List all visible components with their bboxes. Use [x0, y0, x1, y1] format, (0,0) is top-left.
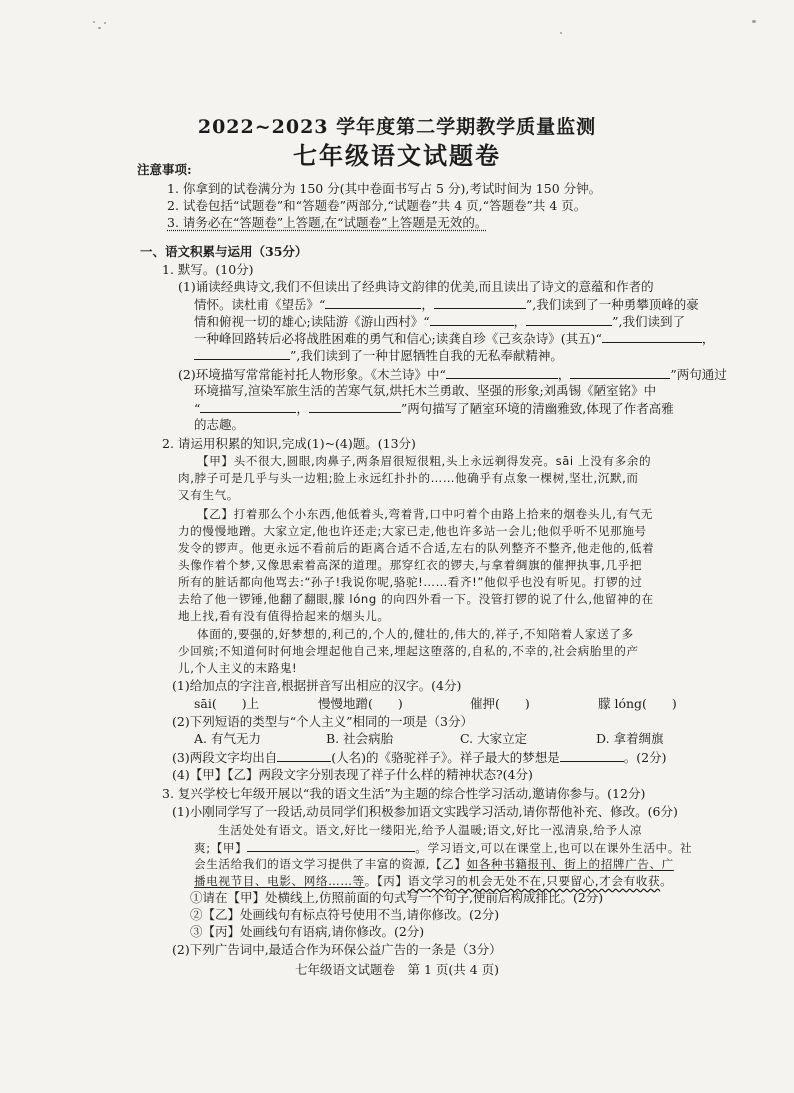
question-line: “ ， ”两句描写了陋室环境的清幽雅致,体现了作者高雅: [194, 401, 674, 416]
question-text: ”,我们读到了一种甘愿牺牲自我的无私奉献精神。: [290, 348, 563, 363]
subquestion: (2)下列短语的类型与“个人主义”相同的一项是（3分）: [172, 714, 473, 729]
notice-item: 3. 请务必在“答题卷”上答题,在“试题卷”上答题是无效的。: [167, 215, 488, 230]
question-text: (3)两段文字均出自: [172, 750, 278, 765]
question-text: 情和俯视一切的雄心;读陆游《游山西村》“: [194, 314, 430, 329]
answer-blank[interactable]: [526, 313, 612, 326]
option-d[interactable]: D. 拿着绸旗: [596, 731, 664, 746]
question-line: [194, 347, 563, 364]
underlined-sentence: 播电视节目、电影、网络……等: [194, 874, 365, 888]
question-text: (1)诵读经典诗文,我们不但读出了经典诗文韵律的优美,而且读出了诗文的意蕴和作者的: [178, 279, 654, 294]
question-text: 环境描写,渲染军旅生活的苦寒气氛,烘托木兰勇敢、坚强的形象;刘禹锡《陋室铭》中: [194, 383, 657, 398]
passage-yi-line: 去给了他一锣锤,他翻了翻眼,朦 lóng 的向四外看一下。没管打锣的说了什么,他留神的在: [178, 592, 654, 606]
question-text: 。(2分): [623, 750, 667, 765]
task-item: ②【乙】处画线句有标点符号使用不当,请你修改。(2分): [190, 907, 500, 922]
passage-yi-line: 儿,个人主义的末路鬼!: [178, 661, 298, 675]
subquestion: (1)小刚同学写了一段话,动员同学们积极参加语文实践学习活动,请你帮他补充、修改。(6分): [172, 804, 678, 819]
question-line: 情怀。读杜甫《望岳》“ ， ”,我们读到了一种勇攀顶峰的豪: [194, 297, 699, 312]
pinyin-item[interactable]: 慢慢地蹭( ): [318, 696, 403, 711]
answer-blank[interactable]: [200, 400, 296, 413]
pinyin-item[interactable]: sāi( )上: [194, 696, 260, 711]
option-c[interactable]: C. 大家立定: [460, 731, 528, 746]
answer-blank[interactable]: [434, 296, 526, 309]
subquestion: (4)【甲】【乙】两段文字分别表现了祥子什么样的精神状态?(4分): [172, 767, 533, 782]
option-a[interactable]: A. 有气无力: [194, 731, 261, 746]
notice-title: 注意事项:: [137, 162, 192, 177]
passage-yi-line: 发令的锣声。他更永远不看前后的距离合适不合适,左右的队列整齐不整齐,他走他的,低着: [178, 541, 655, 555]
passage-text: 。: [660, 874, 673, 888]
notice-item: 2. 试卷包括“试题卷”和“答题卷”两部分,“试题卷”共 4 页,“答题卷”共 4 页。: [167, 198, 587, 213]
answer-blank[interactable]: [194, 347, 290, 360]
option-b[interactable]: B. 社会病胎: [326, 731, 394, 746]
question-text: ”两句通过: [670, 367, 727, 382]
answer-blank[interactable]: [560, 749, 624, 762]
task-item: ③【丙】处画线句有语病,请你修改。(2分): [190, 924, 425, 939]
passage-yi-line: 体面的,要强的,好梦想的,利己的,个人的,健壮的,伟大的,祥子,不知陪着人家送了多: [197, 627, 634, 641]
wavy-sentence: 语文学习的机会无处不在,只要留心,才会有收获: [407, 874, 661, 888]
question-text: ”两句描写了陋室环境的清幽雅致,体现了作者高雅: [400, 401, 674, 416]
subquestion: (2)下列广告词中,最适合作为环保公益广告的一条是（3分）: [172, 942, 502, 957]
question-line: (2)环境描写常常能衬托人物形象。《木兰诗》中“ ， ”两句通过: [178, 367, 727, 382]
pinyin-item[interactable]: 朦 lóng( ): [598, 696, 677, 711]
answer-blank[interactable]: [309, 400, 401, 413]
exam-header-title: 七年级语文试题卷: [293, 141, 501, 170]
scan-speck: [752, 20, 756, 23]
notice-item: 1. 你拿到的试卷满分为 150 分(其中卷面书写占 5 分),考试时间为 150 分钟。: [167, 181, 602, 196]
exam-header-year: 2022~2023 学年度第二学期教学质量监测: [197, 116, 597, 138]
passage-yi-line: 头像作着个梦,又像思索着高深的道理。那穿红衣的锣夫,与拿着绸旗的催押执事,几乎把: [178, 558, 643, 572]
underlined-sentence: 如各种书籍报刊、街上的招牌广告、广: [466, 857, 674, 871]
answer-blank[interactable]: [446, 366, 558, 379]
passage-text: 会生活给我们的语文学习提供了丰富的资源,【乙】: [194, 857, 467, 871]
answer-blank[interactable]: [247, 839, 415, 852]
scan-speck: [93, 21, 95, 23]
passage-yi-line: 所有的脏话都向他骂去:“孙子!我说你呢,骆驼!……看齐!”他似乎也没有听见。打锣的过: [178, 575, 643, 589]
passage-line: [194, 839, 692, 856]
section-title: 一、语文积累与运用（35分）: [140, 244, 308, 259]
passage-jia-line: 肉,脖子可是几乎与头一边粗;脸上永远红扑扑的……他确乎有点象一棵树,坚壮,沉默,而: [178, 471, 639, 485]
task-item: ①请在【甲】处横线上,仿照前面的句式写一个句子,使前后构成排比。(2分): [190, 890, 604, 905]
passage-line: [194, 873, 672, 889]
answer-blank[interactable]: [430, 313, 514, 326]
answer-blank[interactable]: [602, 330, 702, 343]
passage-text: 。【丙】: [364, 874, 408, 888]
question-text: (人名)的《骆驼祥子》。祥子最大的梦想是: [331, 750, 560, 765]
question-line: [172, 749, 666, 766]
page-footer: 七年级语文试题卷 第 1 页(共 4 页): [294, 962, 500, 977]
passage-yi-line: 力的慢慢地蹭。大家立定,他也许还走;大家已走,他也许多站一会儿;他似乎听不见那施号: [178, 524, 647, 538]
passage-yi-line: 【乙】打着那么个小东西,他低着头,弯着背,口中叼着个由路上拾来的烟卷头儿,有气无: [197, 507, 654, 521]
question-text: 的志趣。: [194, 417, 245, 432]
question-line: 情和俯视一切的雄心;读陆游《游山西村》“ ， ”,我们读到了: [194, 314, 685, 329]
question-text: ”,我们读到了一种勇攀顶峰的豪: [525, 297, 699, 312]
scan-speck: [104, 22, 106, 24]
question-text: ”,我们读到了: [612, 314, 685, 329]
passage-text: 爽;【甲】: [194, 841, 248, 855]
question-text: 情怀。读杜甫《望岳》“: [194, 297, 326, 312]
answer-blank[interactable]: [277, 749, 331, 762]
scan-speck: [560, 32, 562, 34]
question-title: 2. 请运用积累的知识,完成(1)~(4)题。(13分): [162, 436, 416, 451]
passage-jia-line: 【甲】头不很大,圆眼,肉鼻子,两条眉很短很粗,头上永远剃得发亮。sāi 上没有多余的: [197, 454, 652, 468]
question-text: 一种峰回路转后必将战胜困难的勇气和信心;读龚自珍《己亥杂诗》(其五)“: [194, 331, 602, 346]
passage-line: [194, 856, 674, 872]
answer-blank[interactable]: [325, 296, 421, 309]
subquestion: (1)给加点的字注音,根据拼音写出相应的汉字。(4分): [172, 678, 462, 693]
scan-speck: [98, 27, 101, 29]
question-title: 3. 复兴学校七年级开展以“我的语文生活”为主题的综合性学习活动,邀请你参与。(12分): [162, 786, 646, 801]
passage-yi-line: 地上找,看有没有值得拾起来的烟头儿。: [178, 609, 390, 623]
answer-blank[interactable]: [570, 366, 670, 379]
passage-yi-line: 少回殡;不知道何时何地会埋起他自己来,埋起这堕落的,自私的,不幸的,社会病胎里的产: [178, 644, 639, 658]
passage-line: 生活处处有语文。语文,好比一缕阳光,给予人温暖;语文,好比一泓清泉,给予人凉: [218, 823, 643, 837]
question-title: 1. 默写。(10分): [162, 262, 254, 277]
question-line: 一种峰回路转后必将战胜困难的勇气和信心;读龚自珍《己亥杂诗》(其五)“ ，: [194, 331, 715, 346]
question-text: (2)环境描写常常能衬托人物形象。《木兰诗》中“: [178, 367, 446, 382]
pinyin-item[interactable]: 催押( ): [470, 696, 530, 711]
passage-jia-line: 又有生气。: [178, 488, 239, 502]
passage-text: 。学习语文,可以在课堂上,也可以在课外生活中。社: [415, 841, 693, 855]
